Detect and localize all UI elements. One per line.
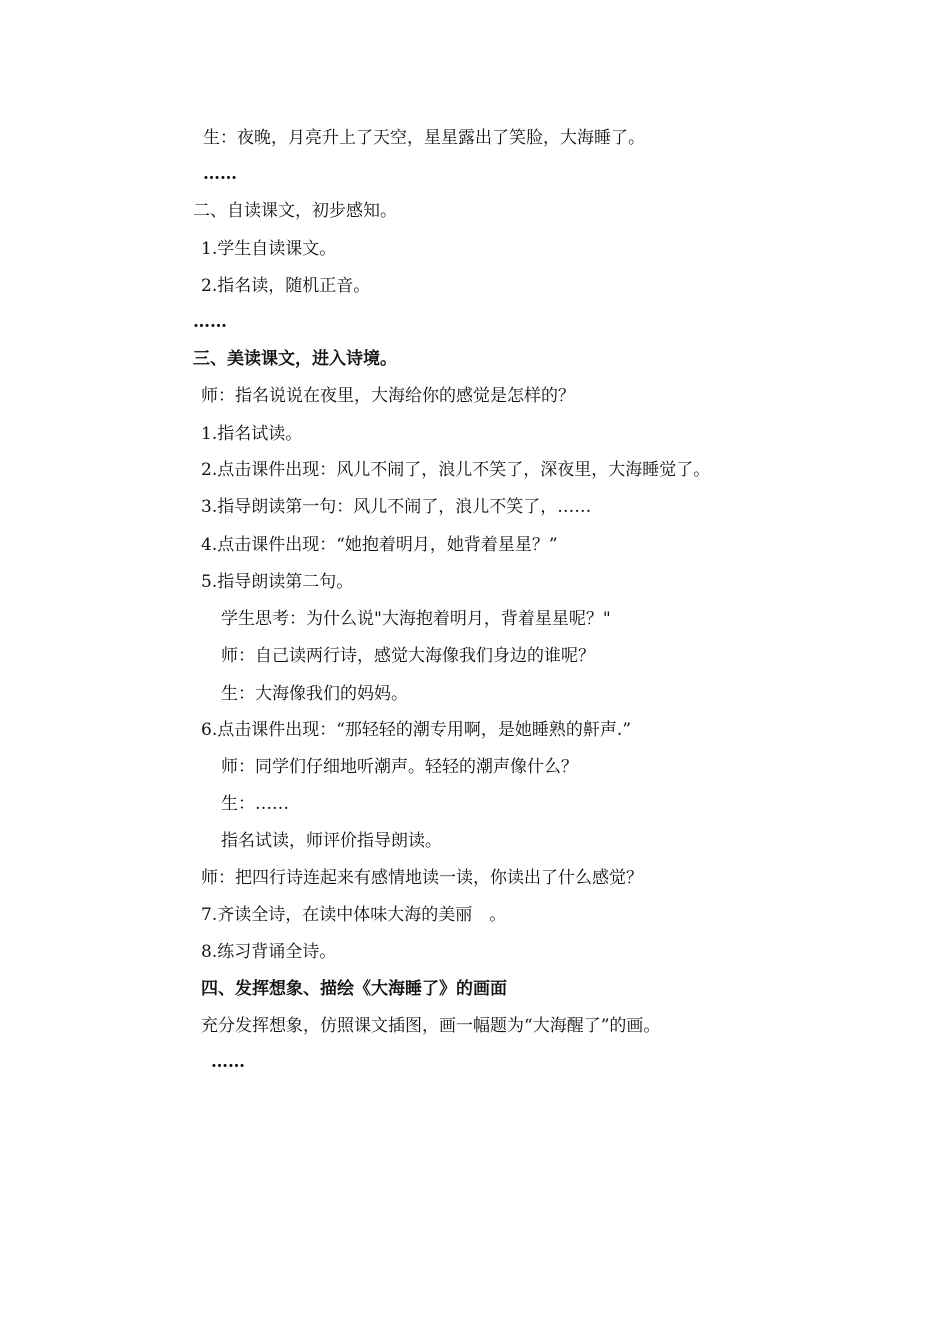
teacher-line: 师：把四行诗连起来有感情地读一读，你读出了什么感觉？ (201, 868, 643, 888)
list-item: 1.指名试读。 (201, 424, 303, 444)
section-heading-4: 四、发挥想象、描绘《大海睡了》的画面 (201, 979, 507, 999)
student-answer-night: 生：夜晚，月亮升上了天空，星星露出了笑脸，大海睡了。 (203, 128, 645, 148)
list-item: 4.点击课件出现：“她抱着明月，她背着星星？” (201, 535, 558, 555)
instruction-line: 充分发挥想象，仿照课文插图，画一幅题为“大海醒了”的画。 (201, 1016, 661, 1036)
list-item: 6.点击课件出现：“那轻轻的潮专用啊，是她睡熟的鼾声.” (201, 720, 632, 740)
instruction-line: 指名试读，师评价指导朗读。 (221, 831, 442, 851)
list-item: 2.指名读，随机正音。 (201, 276, 371, 296)
teacher-line: 师：同学们仔细地听潮声。轻轻的潮声像什么？ (221, 757, 578, 777)
student-line: 生：…… (221, 794, 289, 814)
list-item: 8.练习背诵全诗。 (201, 942, 337, 962)
section-heading-2: 二、自读课文，初步感知。 (193, 201, 397, 221)
section-heading-3: 三、美读课文，进入诗境。 (193, 349, 397, 369)
ellipsis: …… (211, 1052, 245, 1072)
student-line: 生：大海像我们的妈妈。 (221, 684, 408, 704)
ellipsis: …… (203, 164, 237, 184)
ellipsis: …… (193, 312, 227, 332)
list-item: 3.指导朗读第一句：风儿不闹了，浪儿不笑了，…… (201, 497, 592, 517)
list-item: 2.点击课件出现：风儿不闹了，浪儿不笑了，深夜里，大海睡觉了。 (201, 460, 711, 480)
list-item: 5.指导朗读第二句。 (201, 572, 354, 592)
list-item: 1.学生自读课文。 (201, 239, 337, 259)
list-item: 7.齐读全诗，在读中体味大海的美丽 。 (201, 905, 507, 925)
student-thinking: 学生思考：为什么说"大海抱着明月，背着星星呢？" (221, 609, 611, 629)
teacher-line: 师：指名说说在夜里，大海给你的感觉是怎样的？ (201, 386, 575, 406)
teacher-line: 师：自己读两行诗，感觉大海像我们身边的谁呢？ (221, 646, 595, 666)
